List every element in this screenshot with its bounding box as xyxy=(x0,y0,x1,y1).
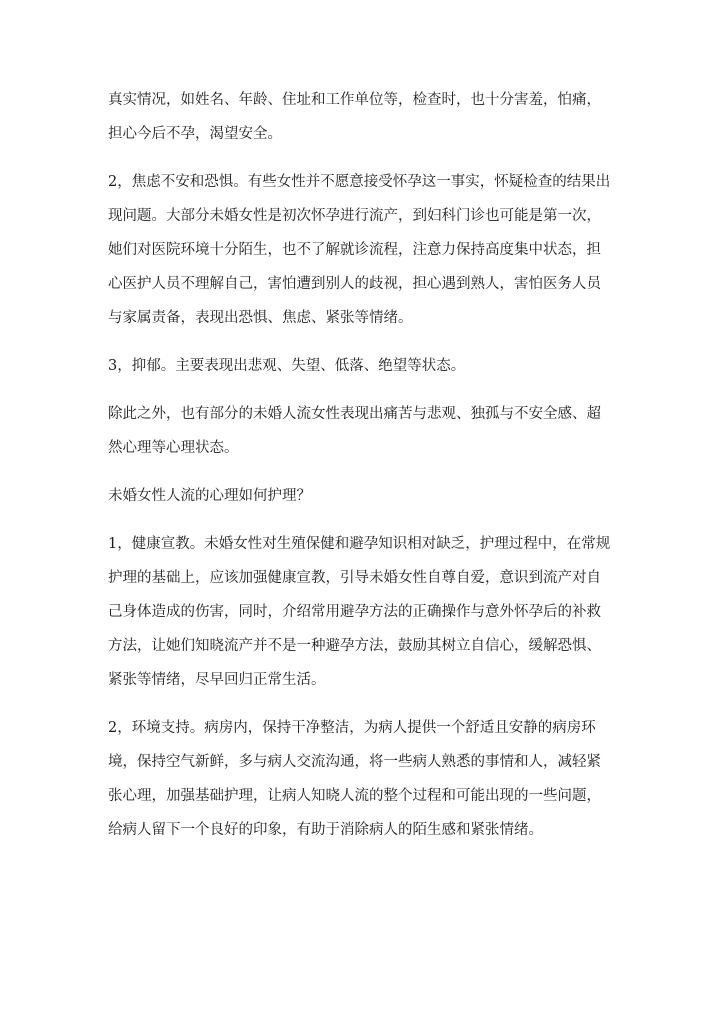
paragraph-depression xyxy=(108,349,638,383)
text-line: 3，抑郁。主要表现出悲观、失望、低落、绝望等状态。 xyxy=(108,358,466,374)
text-line: 2，焦虑不安和恐惧。有些女性并不愿意接受怀孕这一事实，怀疑检查的结果出 xyxy=(108,174,611,190)
text-line: 方法，让她们知晓流产并不是一种避孕方法，鼓励其树立自信心，缓解恐惧、 xyxy=(108,638,601,654)
text-line: 张心理，加强基础护理，让病人知晓人流的整个过程和可能出现的一些问题， xyxy=(108,788,601,804)
paragraph-anxiety xyxy=(108,165,638,335)
text-line: 真实情况，如姓名、年龄、住址和工作单位等，检查时，也十分害羞，怕痛， xyxy=(108,92,601,108)
document-body xyxy=(108,83,638,861)
text-line: 然心理等心理状态。 xyxy=(108,440,239,456)
text-line: 给病人留下一个良好的印象，有助于消除病人的陌生感和紧张情绪。 xyxy=(108,822,543,838)
paragraph-health-education xyxy=(108,527,638,697)
text-line: 护理的基础上，应该加强健康宣教，引导未婚女性自尊自爱，意识到流产对自 xyxy=(108,570,601,586)
text-line: 境，保持空气新鲜，多与病人交流沟通，将一些病人熟悉的事情和人，减轻紧 xyxy=(108,754,601,770)
text-line: 2，环境支持。病房内，保持干净整洁，为病人提供一个舒适且安静的病房环 xyxy=(108,720,596,736)
paragraph-other-states xyxy=(108,397,638,465)
text-line: 她们对医院环境十分陌生，也不了解就诊流程，注意力保持高度集中状态，担 xyxy=(108,242,601,258)
text-line: 1，健康宣教。未婚女性对生殖保健和避孕知识相对缺乏，护理过程中，在常规 xyxy=(108,536,611,552)
text-line: 担心今后不孕，渴望安全。 xyxy=(108,126,282,142)
text-line: 除此之外，也有部分的未婚人流女性表现出痛苦与悲观、独孤与不安全感、超 xyxy=(108,406,601,422)
text-line: 紧张等情绪，尽早回归正常生活。 xyxy=(108,672,326,688)
paragraph-environment-support xyxy=(108,711,638,847)
text-line: 心医护人员不理解自己，害怕遭到别人的歧视，担心遇到熟人，害怕医务人员 xyxy=(108,276,601,292)
section-heading xyxy=(108,479,638,513)
paragraph-intro-continued xyxy=(108,83,638,151)
text-line: 与家属责备，表现出恐惧、焦虑、紧张等情绪。 xyxy=(108,310,413,326)
text-line: 现问题。大部分未婚女性是初次怀孕进行流产，到妇科门诊也可能是第一次， xyxy=(108,208,601,224)
text-line: 己身体造成的伤害，同时，介绍常用避孕方法的正确操作与意外怀孕后的补救 xyxy=(108,604,601,620)
heading-text: 未婚女性人流的心理如何护理？ xyxy=(108,488,311,504)
